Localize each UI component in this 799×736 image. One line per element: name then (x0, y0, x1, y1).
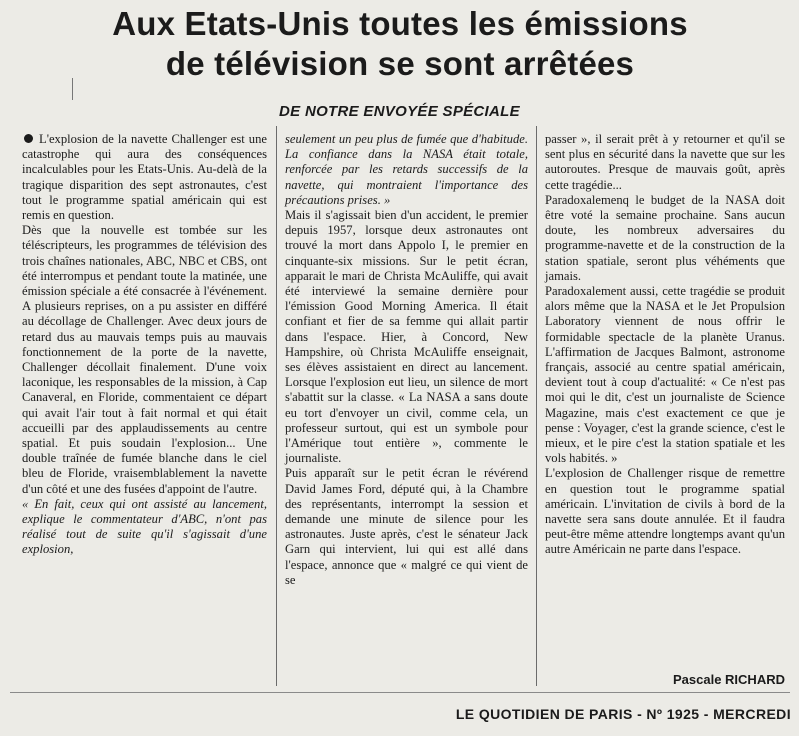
column-divider (276, 126, 277, 686)
paragraph: seulement un peu plus de fumée que d'habitude. La confiance dans la NASA était totale, renforcée par les retards successifs de la navette, qui montraient l'importance des précautions prises. » (285, 132, 528, 207)
column-divider (536, 126, 537, 686)
headline-line-1: Aux Etats-Unis toutes les émissions (112, 5, 688, 42)
paragraph: « En fait, ceux qui ont assisté au lancement, explique le commentateur d'ABC, n'ont pas réalisé tout de suite qu'il s'agissait d'une explosion, (22, 496, 267, 557)
paragraph: Puis apparaît sur le petit écran le révérend David James Ford, député qui, à la Chambre des représentants, interrompt la session et demande une minute de silence pour les astronautes. Juste après, c'est le sénateur Jack Garn qui intervient, lui qui est allé dans l'espace, annonce que « malgré ce qui vient de se (285, 466, 528, 587)
article-column-1 (22, 132, 267, 558)
headline-line-2: de télévision se sont arrêtées (165, 45, 635, 82)
paragraph: Mais il s'agissait bien d'un accident, le premier depuis 1957, lorsque deux astronautes ont trouvé la mort dans Appolo I, le premier en cinquante-six missions. Sur le petit écran, apparait le mari de Christa McAuliffe, qui avait été interviewé la semaine dernière pour l'émission Good Morning America. Il était confiant et fier de sa femme qui allait partir dans l'espace. Hier, à Concord, New Hampshire, où Christa McAuliffe enseignait, ses élèves assistaient en direct au lancement. Lorsque l'explosion eut lieu, un silence de mort s'abattit sur la classe. « La NASA a sans doute eu tort d'envoyer un civil, comme cela, un professeur surtout, qui est un symbole pour l'Amérique tout entière », commente le journaliste. (285, 208, 528, 466)
paragraph: Paradoxalemenq le budget de la NASA doit être voté la semaine prochaine. Sans aucun doute, les nombreux adversaires du programme-navette et de la construction de la station spatiale, seront plus véhéments que jamais. (545, 192, 785, 283)
paragraph: passer », il serait prêt à y retourner et qu'il se sent plus en sécurité dans la navette que sur les autoroutes. Presque de mauvais goût, après cette tragédie... (545, 132, 785, 192)
byline: DE NOTRE ENVOYÉE SPÉCIALE (279, 103, 520, 120)
paragraph: L'explosion de la navette Challenger est une catastrophe qui aura des conséquences incalculables pour les Etats-Unis. Au-delà de la tragique disparition des sept astronautes, c'est tout le programme spatial américain qui est remis en question. (22, 132, 267, 223)
paragraph: Dès que la nouvelle est tombée sur les téléscripteurs, les programmes de télévision des trois chaînes nationales, ABC, NBC et CBS, ont été interrompus et pendant toute la matinée, une émission spéciale a été consacrée à l'événement. A plusieurs reprises, on a pu assister en différé au décollage de Challenger. Avec deux jours de retard dus au mauvais temps puis au mauvais fonctionnement de la porte de la navette, Challenger décollait finalement. D'une voix laconique, les responsables de la mission, à Cap Canaveral, en Floride, commentaient ce départ qui avait l'air tout à fait normal et qui était accueilli par des applaudissements au centre spatial. Et puis soudain l'explosion... Une double traînée de fumée blanche dans le ciel bleu de Floride, vraisemblablement la navette d'un côté et une des fusées d'appoint de l'autre. (22, 223, 267, 496)
article-column-3 (545, 132, 785, 558)
article-headline (20, 4, 780, 84)
paragraph: L'explosion de Challenger risque de remettre en question tout le programme spatial américain. L'invitation de civils à bord de la navette sera sans doute annulée. Et il faudra peut-être même attendre longtemps avant qu'un autre Américain ne parte dans l'espace. (545, 466, 785, 557)
paragraph: Paradoxalement aussi, cette tragédie se produit alors même que la NASA et le Jet Propulsion Laboratory viennent de nous offrir le formidable spectacle de la planète Uranus. L'affirmation de Jacques Balmont, astronome français, associé au centre spatial américain, devient tout à coup d'actualité: « Ce n'est pas moi qui le dit, c'est un journaliste de Science Magazine, mais c'est exactement ce que je pense : Voyager, c'est la grande science, c'est le mieux, et le pire c'est la station spatiale et les vols habités. » (545, 284, 785, 466)
newspaper-footer: LE QUOTIDIEN DE PARIS - Nº 1925 - MERCREDI (455, 706, 791, 722)
article-column-2 (285, 132, 528, 588)
author-signature: Pascale RICHARD (673, 672, 785, 687)
bullet-icon (24, 134, 33, 143)
footer-divider (10, 692, 790, 693)
